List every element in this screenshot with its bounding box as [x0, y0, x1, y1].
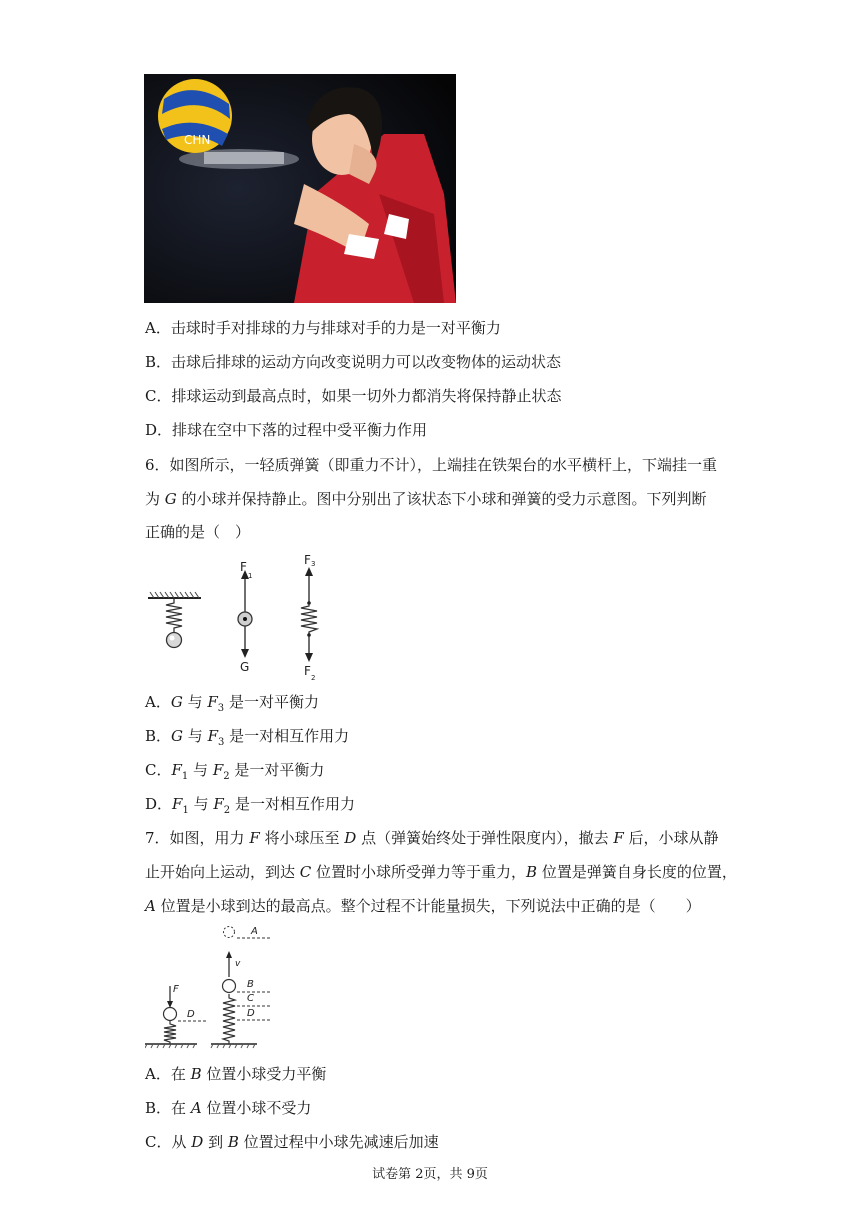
option-text: 击球时手对排球的力与排球对手的力是一对平衡力 — [170, 319, 501, 337]
svg-text:CHN: CHN — [184, 133, 211, 147]
q7-stem-line2: 止开始向上运动，到达 C 位置时小球所受弹力等于重力，B 位置是弹簧自身长度的位置， — [145, 863, 737, 881]
svg-text:F: F — [173, 984, 179, 995]
q7-stem-line1: 7．如图，用力 F 将小球压至 D 点（弹簧始终处于弹性限度内），撤去 F 后，小球从静 — [145, 829, 719, 847]
q5-option-d — [145, 420, 427, 440]
q7-option-b: B．在 A 位置小球不受力 — [145, 1099, 312, 1117]
option-letter: A． — [145, 319, 171, 337]
page-footer: 试卷第 2页，共 9页 — [372, 1167, 488, 1182]
q7-option-c: C．从 D 到 B 位置过程中小球先减速后加速 — [145, 1133, 439, 1151]
q6-stem-line1: 6．如图所示，一轻质弹簧（即重力不计），上端挂在铁架台的水平横杆上，下端挂一重 — [145, 456, 718, 474]
svg-text:D: D — [187, 1009, 195, 1020]
svg-text:D: D — [247, 1008, 255, 1019]
svg-text:1: 1 — [248, 572, 253, 580]
svg-text:2: 2 — [311, 674, 316, 682]
label-g: G — [240, 660, 250, 674]
q5-option-b — [145, 352, 561, 372]
label-f3: F — [304, 553, 311, 567]
q6-option-b: B．G 与 $F_3$ 是一对相互作用力 — [145, 727, 350, 748]
q5-option-c — [145, 386, 562, 406]
q6-stem-line2: 为 G 的小球并保持静止。图中分别出了该状态下小球和弹簧的受力示意图。下列判断 — [145, 490, 707, 508]
q6-stem-line3: 正确的是（ ） — [145, 523, 251, 541]
q7-option-a: A．在 B 位置小球受力平衡 — [145, 1065, 327, 1083]
svg-text:C: C — [247, 993, 254, 1004]
label-f1: F — [240, 560, 247, 574]
option-text: 排球运动到最高点时，如果一切外力都消失将保持静止状态 — [171, 387, 562, 405]
svg-text:B: B — [247, 979, 254, 990]
svg-text:A: A — [251, 926, 258, 937]
option-text: 排球在空中下落的过程中受平衡力作用 — [172, 421, 428, 439]
option-text: 击球后排球的运动方向改变说明力可以改变物体的运动状态 — [171, 353, 562, 371]
q6-option-d: D．$F_1$ 与 $F_2$ 是一对相互作用力 — [145, 795, 355, 816]
svg-text:v: v — [235, 959, 241, 969]
option-letter: D． — [145, 421, 173, 439]
svg-text:3: 3 — [311, 560, 316, 568]
q6-option-a: A．G 与 $F_3$ 是一对平衡力 — [145, 693, 319, 714]
q7-spring-diagram — [145, 920, 280, 1050]
q6-force-diagram — [145, 548, 325, 683]
option-letter: B． — [145, 353, 172, 371]
q6-option-c: C．$F_1$ 与 $F_2$ 是一对平衡力 — [145, 761, 325, 782]
q7-stem-line3: A 位置是小球到达的最高点。整个过程不计能量损失，下列说法中正确的是（ ） — [145, 897, 701, 915]
option-letter: C． — [145, 387, 172, 405]
q5-option-a — [145, 318, 501, 338]
label-f2: F — [304, 664, 311, 678]
volleyball-photo — [144, 74, 456, 303]
